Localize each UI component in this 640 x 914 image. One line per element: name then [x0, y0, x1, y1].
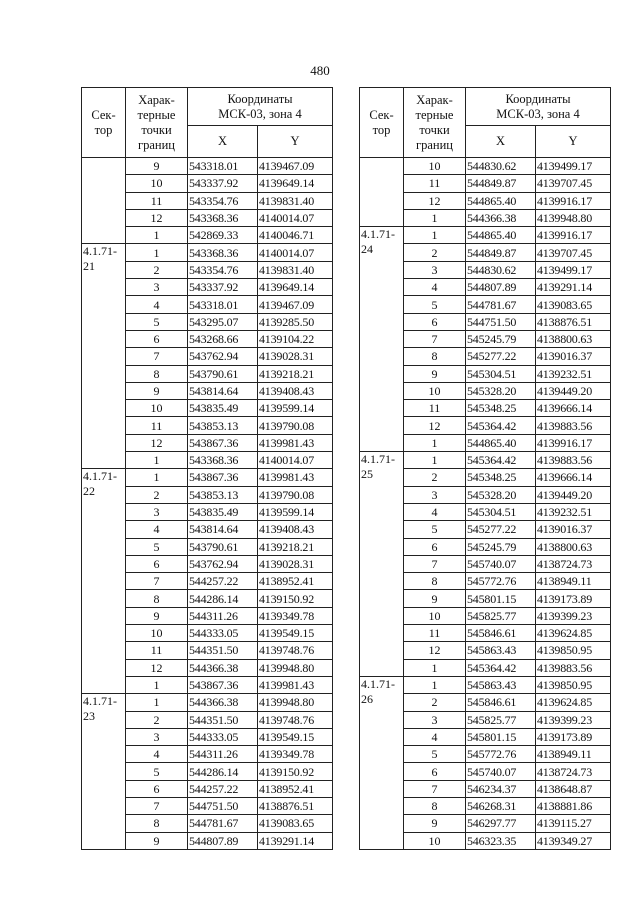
x-coordinate-cell: 544865.40	[466, 434, 536, 451]
point-number-cell: 1	[404, 659, 466, 676]
point-number-cell: 4	[126, 746, 188, 763]
x-coordinate-cell: 544781.67	[466, 296, 536, 313]
x-coordinate-cell: 545348.25	[466, 469, 536, 486]
y-coordinate-cell: 4139028.31	[258, 348, 333, 365]
x-coordinate-cell: 544751.50	[188, 797, 258, 814]
y-coordinate-cell: 4139083.65	[536, 296, 611, 313]
y-coordinate-cell: 4138876.51	[258, 797, 333, 814]
x-coordinate-cell: 545825.77	[466, 711, 536, 728]
x-coordinate-cell: 544781.67	[188, 815, 258, 832]
x-coordinate-cell: 542869.33	[188, 227, 258, 244]
x-coordinate-cell: 544257.22	[188, 780, 258, 797]
sector-cell: 4.1.71- 26	[360, 676, 404, 849]
point-number-cell: 5	[126, 763, 188, 780]
y-coordinate-cell: 4139916.17	[536, 434, 611, 451]
x-coordinate-cell: 543867.36	[188, 434, 258, 451]
x-coordinate-cell: 543762.94	[188, 555, 258, 572]
y-coordinate-cell: 4139916.17	[536, 192, 611, 209]
header-x: X	[466, 126, 536, 158]
y-coordinate-cell: 4139016.37	[536, 348, 611, 365]
x-coordinate-cell: 544849.87	[466, 244, 536, 261]
header-sector: Сек- тор	[360, 88, 404, 158]
y-coordinate-cell: 4139467.09	[258, 158, 333, 175]
point-number-cell: 1	[404, 676, 466, 693]
y-coordinate-cell: 4139981.43	[258, 676, 333, 693]
x-coordinate-cell: 544807.89	[188, 832, 258, 849]
sector-cell: 4.1.71- 21	[82, 244, 126, 469]
x-coordinate-cell: 545364.42	[466, 417, 536, 434]
y-coordinate-cell: 4139499.17	[536, 261, 611, 278]
x-coordinate-cell: 543835.49	[188, 400, 258, 417]
coordinates-table-right	[359, 87, 611, 850]
x-coordinate-cell: 544366.38	[188, 659, 258, 676]
point-number-cell: 5	[404, 296, 466, 313]
y-coordinate-cell: 4139218.21	[258, 538, 333, 555]
page-number: 480	[310, 63, 330, 78]
y-coordinate-cell: 4139083.65	[258, 815, 333, 832]
x-coordinate-cell: 545863.43	[466, 642, 536, 659]
point-number-cell: 1	[404, 209, 466, 226]
y-coordinate-cell: 4139831.40	[258, 192, 333, 209]
table-row	[360, 227, 611, 244]
x-coordinate-cell: 545740.07	[466, 763, 536, 780]
table-row	[360, 158, 611, 175]
x-coordinate-cell: 544311.26	[188, 607, 258, 624]
sector-cell	[82, 158, 126, 244]
x-coordinate-cell: 545304.51	[466, 503, 536, 520]
point-number-cell: 8	[404, 797, 466, 814]
point-number-cell: 6	[126, 780, 188, 797]
header-sector: Сек- тор	[82, 88, 126, 158]
point-number-cell: 9	[126, 832, 188, 849]
point-number-cell: 4	[126, 521, 188, 538]
table-row	[360, 452, 611, 469]
point-number-cell: 1	[404, 227, 466, 244]
y-coordinate-cell: 4139916.17	[536, 227, 611, 244]
y-coordinate-cell: 4138949.11	[536, 573, 611, 590]
point-number-cell: 11	[126, 417, 188, 434]
y-coordinate-cell: 4139173.89	[536, 590, 611, 607]
point-number-cell: 1	[126, 227, 188, 244]
x-coordinate-cell: 545364.42	[466, 659, 536, 676]
x-coordinate-cell: 545245.79	[466, 330, 536, 347]
y-coordinate-cell: 4139624.85	[536, 694, 611, 711]
x-coordinate-cell: 545825.77	[466, 607, 536, 624]
y-coordinate-cell: 4139666.14	[536, 469, 611, 486]
x-coordinate-cell: 544366.38	[466, 209, 536, 226]
y-coordinate-cell: 4139850.95	[536, 676, 611, 693]
y-coordinate-cell: 4139948.80	[258, 659, 333, 676]
point-number-cell: 12	[126, 209, 188, 226]
x-coordinate-cell: 544311.26	[188, 746, 258, 763]
point-number-cell: 10	[404, 382, 466, 399]
point-number-cell: 6	[404, 538, 466, 555]
y-coordinate-cell: 4139883.56	[536, 417, 611, 434]
y-coordinate-cell: 4139549.15	[258, 625, 333, 642]
y-coordinate-cell: 4139499.17	[536, 158, 611, 175]
x-coordinate-cell: 545772.76	[466, 573, 536, 590]
point-number-cell: 3	[126, 728, 188, 745]
point-number-cell: 11	[126, 642, 188, 659]
y-coordinate-cell: 4139831.40	[258, 261, 333, 278]
sector-cell	[360, 158, 404, 227]
x-coordinate-cell: 546323.35	[466, 832, 536, 849]
header-coordinates: Координаты МСК-03, зона 4	[466, 88, 611, 126]
point-number-cell: 2	[404, 694, 466, 711]
y-coordinate-cell: 4139948.80	[536, 209, 611, 226]
header-y: Y	[258, 126, 333, 158]
x-coordinate-cell: 545846.61	[466, 694, 536, 711]
y-coordinate-cell: 4139981.43	[258, 469, 333, 486]
point-number-cell: 8	[126, 365, 188, 382]
point-number-cell: 2	[126, 261, 188, 278]
point-number-cell: 7	[404, 555, 466, 572]
y-coordinate-cell: 4139449.20	[536, 486, 611, 503]
point-number-cell: 1	[126, 244, 188, 261]
table-row	[82, 694, 333, 711]
table-row	[82, 158, 333, 175]
x-coordinate-cell: 545801.15	[466, 590, 536, 607]
y-coordinate-cell: 4139232.51	[536, 503, 611, 520]
x-coordinate-cell: 543295.07	[188, 313, 258, 330]
y-coordinate-cell: 4139408.43	[258, 382, 333, 399]
y-coordinate-cell: 4139883.56	[536, 659, 611, 676]
y-coordinate-cell: 4138952.41	[258, 573, 333, 590]
x-coordinate-cell: 543368.36	[188, 244, 258, 261]
y-coordinate-cell: 4139790.08	[258, 486, 333, 503]
y-coordinate-cell: 4138724.73	[536, 763, 611, 780]
header-y: Y	[536, 126, 611, 158]
y-coordinate-cell: 4139883.56	[536, 452, 611, 469]
point-number-cell: 8	[404, 348, 466, 365]
y-coordinate-cell: 4139981.43	[258, 434, 333, 451]
y-coordinate-cell: 4139748.76	[258, 711, 333, 728]
y-coordinate-cell: 4138881.86	[536, 797, 611, 814]
y-coordinate-cell: 4138648.87	[536, 780, 611, 797]
x-coordinate-cell: 545277.22	[466, 348, 536, 365]
point-number-cell: 5	[404, 521, 466, 538]
x-coordinate-cell: 545245.79	[466, 538, 536, 555]
y-coordinate-cell: 4139748.76	[258, 642, 333, 659]
x-coordinate-cell: 543368.36	[188, 209, 258, 226]
header-characteristic-points: Харак- терные точки границ	[126, 88, 188, 158]
y-coordinate-cell: 4139467.09	[258, 296, 333, 313]
y-coordinate-cell: 4139150.92	[258, 590, 333, 607]
x-coordinate-cell: 546297.77	[466, 815, 536, 832]
x-coordinate-cell: 545328.20	[466, 486, 536, 503]
y-coordinate-cell: 4139707.45	[536, 175, 611, 192]
point-number-cell: 2	[126, 711, 188, 728]
sector-cell: 4.1.71- 22	[82, 469, 126, 694]
point-number-cell: 10	[126, 175, 188, 192]
y-coordinate-cell: 4139948.80	[258, 694, 333, 711]
x-coordinate-cell: 544333.05	[188, 625, 258, 642]
x-coordinate-cell: 545277.22	[466, 521, 536, 538]
point-number-cell: 6	[126, 330, 188, 347]
point-number-cell: 1	[404, 434, 466, 451]
point-number-cell: 12	[404, 417, 466, 434]
y-coordinate-cell: 4139150.92	[258, 763, 333, 780]
x-coordinate-cell: 543790.61	[188, 538, 258, 555]
point-number-cell: 5	[404, 746, 466, 763]
y-coordinate-cell: 4139173.89	[536, 728, 611, 745]
point-number-cell: 12	[404, 642, 466, 659]
y-coordinate-cell: 4138724.73	[536, 555, 611, 572]
x-coordinate-cell: 543853.13	[188, 417, 258, 434]
x-coordinate-cell: 545328.20	[466, 382, 536, 399]
point-number-cell: 12	[126, 434, 188, 451]
table-row	[82, 244, 333, 261]
point-number-cell: 5	[126, 538, 188, 555]
y-coordinate-cell: 4139449.20	[536, 382, 611, 399]
x-coordinate-cell: 543814.64	[188, 382, 258, 399]
point-number-cell: 3	[404, 486, 466, 503]
x-coordinate-cell: 545772.76	[466, 746, 536, 763]
point-number-cell: 7	[126, 573, 188, 590]
x-coordinate-cell: 543835.49	[188, 503, 258, 520]
x-coordinate-cell: 546234.37	[466, 780, 536, 797]
point-number-cell: 12	[126, 659, 188, 676]
x-coordinate-cell: 543814.64	[188, 521, 258, 538]
y-coordinate-cell: 4139649.14	[258, 279, 333, 296]
x-coordinate-cell: 543867.36	[188, 676, 258, 693]
point-number-cell: 11	[404, 400, 466, 417]
point-number-cell: 6	[404, 313, 466, 330]
point-number-cell: 7	[404, 330, 466, 347]
point-number-cell: 4	[404, 503, 466, 520]
y-coordinate-cell: 4140014.07	[258, 244, 333, 261]
point-number-cell: 2	[404, 244, 466, 261]
point-number-cell: 10	[126, 400, 188, 417]
y-coordinate-cell: 4139016.37	[536, 521, 611, 538]
x-coordinate-cell: 543853.13	[188, 486, 258, 503]
sector-cell: 4.1.71- 23	[82, 694, 126, 850]
point-number-cell: 1	[126, 452, 188, 469]
point-number-cell: 9	[126, 382, 188, 399]
x-coordinate-cell: 543337.92	[188, 279, 258, 296]
x-coordinate-cell: 543867.36	[188, 469, 258, 486]
x-coordinate-cell: 543762.94	[188, 348, 258, 365]
y-coordinate-cell: 4140046.71	[258, 227, 333, 244]
point-number-cell: 11	[126, 192, 188, 209]
y-coordinate-cell: 4139291.14	[536, 279, 611, 296]
y-coordinate-cell: 4139115.27	[536, 815, 611, 832]
x-coordinate-cell: 545304.51	[466, 365, 536, 382]
y-coordinate-cell: 4139624.85	[536, 625, 611, 642]
y-coordinate-cell: 4139104.22	[258, 330, 333, 347]
x-coordinate-cell: 543790.61	[188, 365, 258, 382]
x-coordinate-cell: 545801.15	[466, 728, 536, 745]
point-number-cell: 9	[404, 590, 466, 607]
x-coordinate-cell: 545846.61	[466, 625, 536, 642]
y-coordinate-cell: 4139599.14	[258, 400, 333, 417]
point-number-cell: 2	[126, 486, 188, 503]
x-coordinate-cell: 544286.14	[188, 590, 258, 607]
point-number-cell: 9	[126, 607, 188, 624]
y-coordinate-cell: 4140014.07	[258, 209, 333, 226]
point-number-cell: 11	[404, 175, 466, 192]
y-coordinate-cell: 4139649.14	[258, 175, 333, 192]
x-coordinate-cell: 546268.31	[466, 797, 536, 814]
y-coordinate-cell: 4140014.07	[258, 452, 333, 469]
x-coordinate-cell: 543368.36	[188, 452, 258, 469]
point-number-cell: 1	[404, 452, 466, 469]
x-coordinate-cell: 545863.43	[466, 676, 536, 693]
point-number-cell: 4	[404, 279, 466, 296]
x-coordinate-cell: 544333.05	[188, 728, 258, 745]
point-number-cell: 11	[404, 625, 466, 642]
x-coordinate-cell: 544286.14	[188, 763, 258, 780]
y-coordinate-cell: 4139599.14	[258, 503, 333, 520]
x-coordinate-cell: 544351.50	[188, 642, 258, 659]
x-coordinate-cell: 543318.01	[188, 158, 258, 175]
point-number-cell: 5	[126, 313, 188, 330]
point-number-cell: 9	[404, 365, 466, 382]
y-coordinate-cell: 4139666.14	[536, 400, 611, 417]
point-number-cell: 8	[404, 573, 466, 590]
point-number-cell: 1	[126, 694, 188, 711]
x-coordinate-cell: 544807.89	[466, 279, 536, 296]
y-coordinate-cell: 4139028.31	[258, 555, 333, 572]
point-number-cell: 7	[126, 797, 188, 814]
point-number-cell: 12	[404, 192, 466, 209]
table-row	[82, 469, 333, 486]
x-coordinate-cell: 543354.76	[188, 261, 258, 278]
point-number-cell: 3	[404, 261, 466, 278]
y-coordinate-cell: 4139349.27	[536, 832, 611, 849]
point-number-cell: 3	[404, 711, 466, 728]
y-coordinate-cell: 4139408.43	[258, 521, 333, 538]
x-coordinate-cell: 545348.25	[466, 400, 536, 417]
point-number-cell: 9	[126, 158, 188, 175]
y-coordinate-cell: 4139790.08	[258, 417, 333, 434]
y-coordinate-cell: 4139285.50	[258, 313, 333, 330]
x-coordinate-cell: 544351.50	[188, 711, 258, 728]
point-number-cell: 10	[404, 158, 466, 175]
y-coordinate-cell: 4139349.78	[258, 746, 333, 763]
x-coordinate-cell: 543354.76	[188, 192, 258, 209]
y-coordinate-cell: 4139218.21	[258, 365, 333, 382]
y-coordinate-cell: 4138949.11	[536, 746, 611, 763]
point-number-cell: 3	[126, 503, 188, 520]
point-number-cell: 6	[126, 555, 188, 572]
x-coordinate-cell: 544751.50	[466, 313, 536, 330]
point-number-cell: 10	[404, 607, 466, 624]
x-coordinate-cell: 543337.92	[188, 175, 258, 192]
point-number-cell: 7	[404, 780, 466, 797]
sector-cell: 4.1.71- 24	[360, 227, 404, 452]
x-coordinate-cell: 544849.87	[466, 175, 536, 192]
x-coordinate-cell: 544257.22	[188, 573, 258, 590]
y-coordinate-cell: 4138952.41	[258, 780, 333, 797]
x-coordinate-cell: 544865.40	[466, 227, 536, 244]
header-characteristic-points: Харак- терные точки границ	[404, 88, 466, 158]
point-number-cell: 9	[404, 815, 466, 832]
table-row	[360, 676, 611, 693]
y-coordinate-cell: 4139549.15	[258, 728, 333, 745]
y-coordinate-cell: 4138800.63	[536, 538, 611, 555]
y-coordinate-cell: 4138876.51	[536, 313, 611, 330]
point-number-cell: 10	[404, 832, 466, 849]
y-coordinate-cell: 4139707.45	[536, 244, 611, 261]
point-number-cell: 8	[126, 815, 188, 832]
y-coordinate-cell: 4139291.14	[258, 832, 333, 849]
x-coordinate-cell: 543318.01	[188, 296, 258, 313]
x-coordinate-cell: 545364.42	[466, 452, 536, 469]
y-coordinate-cell: 4139349.78	[258, 607, 333, 624]
y-coordinate-cell: 4139399.23	[536, 711, 611, 728]
point-number-cell: 4	[404, 728, 466, 745]
x-coordinate-cell: 544366.38	[188, 694, 258, 711]
x-coordinate-cell: 545740.07	[466, 555, 536, 572]
point-number-cell: 7	[126, 348, 188, 365]
point-number-cell: 10	[126, 625, 188, 642]
x-coordinate-cell: 544830.62	[466, 261, 536, 278]
y-coordinate-cell: 4139850.95	[536, 642, 611, 659]
y-coordinate-cell: 4139232.51	[536, 365, 611, 382]
point-number-cell: 6	[404, 763, 466, 780]
point-number-cell: 4	[126, 296, 188, 313]
point-number-cell: 2	[404, 469, 466, 486]
point-number-cell: 1	[126, 469, 188, 486]
y-coordinate-cell: 4139399.23	[536, 607, 611, 624]
point-number-cell: 1	[126, 676, 188, 693]
x-coordinate-cell: 544865.40	[466, 192, 536, 209]
point-number-cell: 3	[126, 279, 188, 296]
x-coordinate-cell: 544830.62	[466, 158, 536, 175]
sector-cell: 4.1.71- 25	[360, 452, 404, 677]
header-x: X	[188, 126, 258, 158]
point-number-cell: 8	[126, 590, 188, 607]
coordinates-table-left	[81, 87, 333, 850]
x-coordinate-cell: 543268.66	[188, 330, 258, 347]
y-coordinate-cell: 4138800.63	[536, 330, 611, 347]
header-coordinates: Координаты МСК-03, зона 4	[188, 88, 333, 126]
